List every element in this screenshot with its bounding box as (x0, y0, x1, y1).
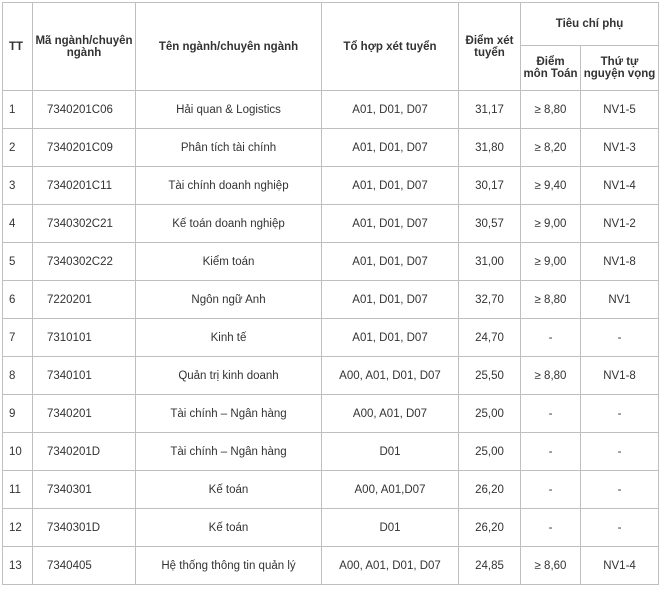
cell-wish-order: NV1-5 (581, 91, 659, 129)
table-row (3, 243, 659, 281)
cell-math-score: ≥ 9,40 (521, 167, 581, 205)
cell-score: 31,00 (459, 243, 521, 281)
header-order: Thứ tự nguyện vọng (581, 46, 659, 91)
cell-wish-order: NV1-8 (581, 357, 659, 395)
cell-score: 24,85 (459, 547, 521, 585)
cell-combo: A00, A01,D07 (322, 471, 459, 509)
table-row (3, 281, 659, 319)
cell-name: Kế toán doanh nghiệp (136, 205, 322, 243)
cell-math-score: ≥ 9,00 (521, 205, 581, 243)
table-row (3, 471, 659, 509)
table-row (3, 205, 659, 243)
table-row (3, 433, 659, 471)
cell-name: Hệ thống thông tin quản lý (136, 547, 322, 585)
cell-math-score: - (521, 471, 581, 509)
table-row (3, 357, 659, 395)
table-row (3, 129, 659, 167)
header-code: Mã ngành/chuyên ngành (33, 3, 136, 91)
cell-score: 30,57 (459, 205, 521, 243)
header-sub-criteria: Tiêu chí phụ (521, 3, 659, 46)
cell-score: 30,17 (459, 167, 521, 205)
cell-combo: A01, D01, D07 (322, 243, 459, 281)
cell-math-score: ≥ 8,80 (521, 281, 581, 319)
cell-name: Tài chính doanh nghiệp (136, 167, 322, 205)
table-row (3, 319, 659, 357)
table-row (3, 167, 659, 205)
cell-tt: 2 (3, 129, 33, 167)
cell-score: 32,70 (459, 281, 521, 319)
cell-name: Kinh tế (136, 319, 322, 357)
cell-wish-order: - (581, 395, 659, 433)
cell-tt: 6 (3, 281, 33, 319)
header-score: Điểm xét tuyển (459, 3, 521, 91)
cell-code: 7340302C22 (33, 243, 136, 281)
cell-math-score: - (521, 509, 581, 547)
cell-combo: A01, D01, D07 (322, 205, 459, 243)
cell-tt: 3 (3, 167, 33, 205)
cell-code: 7340405 (33, 547, 136, 585)
cell-wish-order: - (581, 509, 659, 547)
cell-combo: D01 (322, 509, 459, 547)
cell-score: 25,00 (459, 433, 521, 471)
cell-score: 26,20 (459, 509, 521, 547)
cell-combo: A00, A01, D01, D07 (322, 357, 459, 395)
cell-code: 7340201 (33, 395, 136, 433)
cell-code: 7340201C09 (33, 129, 136, 167)
cell-tt: 4 (3, 205, 33, 243)
cell-name: Tài chính – Ngân hàng (136, 395, 322, 433)
cell-name: Hải quan & Logistics (136, 91, 322, 129)
cell-tt: 9 (3, 395, 33, 433)
cell-combo: A01, D01, D07 (322, 129, 459, 167)
cell-math-score: - (521, 319, 581, 357)
cell-combo: A00, A01, D01, D07 (322, 547, 459, 585)
cell-code: 7220201 (33, 281, 136, 319)
table-row (3, 395, 659, 433)
cell-code: 7340201C06 (33, 91, 136, 129)
table-row (3, 547, 659, 585)
cell-math-score: ≥ 8,60 (521, 547, 581, 585)
cell-math-score: ≥ 8,80 (521, 357, 581, 395)
cell-score: 26,20 (459, 471, 521, 509)
cell-wish-order: NV1-3 (581, 129, 659, 167)
cell-combo: D01 (322, 433, 459, 471)
cell-combo: A01, D01, D07 (322, 319, 459, 357)
cell-name: Kế toán (136, 471, 322, 509)
header-tt: TT (3, 3, 33, 91)
cell-code: 7340101 (33, 357, 136, 395)
table-row (3, 91, 659, 129)
cell-combo: A01, D01, D07 (322, 281, 459, 319)
cell-wish-order: NV1-2 (581, 205, 659, 243)
admission-score-table (2, 2, 659, 585)
cell-wish-order: NV1-4 (581, 167, 659, 205)
cell-score: 25,50 (459, 357, 521, 395)
cell-math-score: - (521, 395, 581, 433)
cell-tt: 7 (3, 319, 33, 357)
header-math: Điểm môn Toán (521, 46, 581, 91)
cell-name: Ngôn ngữ Anh (136, 281, 322, 319)
cell-math-score: ≥ 9,00 (521, 243, 581, 281)
cell-score: 24,70 (459, 319, 521, 357)
cell-code: 7340201D (33, 433, 136, 471)
cell-wish-order: - (581, 433, 659, 471)
cell-math-score: ≥ 8,80 (521, 91, 581, 129)
cell-tt: 11 (3, 471, 33, 509)
cell-combo: A00, A01, D07 (322, 395, 459, 433)
cell-combo: A01, D01, D07 (322, 91, 459, 129)
cell-wish-order: NV1 (581, 281, 659, 319)
cell-score: 31,17 (459, 91, 521, 129)
cell-wish-order: NV1-8 (581, 243, 659, 281)
cell-wish-order: NV1-4 (581, 547, 659, 585)
cell-tt: 12 (3, 509, 33, 547)
cell-math-score: ≥ 8,20 (521, 129, 581, 167)
cell-wish-order: - (581, 471, 659, 509)
cell-name: Kế toán (136, 509, 322, 547)
cell-code: 7340201C11 (33, 167, 136, 205)
cell-code: 7340302C21 (33, 205, 136, 243)
cell-name: Kiểm toán (136, 243, 322, 281)
cell-name: Phân tích tài chính (136, 129, 322, 167)
table-row (3, 509, 659, 547)
cell-tt: 5 (3, 243, 33, 281)
cell-name: Quản trị kinh doanh (136, 357, 322, 395)
header-name: Tên ngành/chuyên ngành (136, 3, 322, 91)
cell-score: 25,00 (459, 395, 521, 433)
header-combo: Tổ hợp xét tuyển (322, 3, 459, 91)
cell-math-score: - (521, 433, 581, 471)
cell-score: 31,80 (459, 129, 521, 167)
header-row (3, 3, 659, 46)
cell-tt: 10 (3, 433, 33, 471)
cell-code: 7340301 (33, 471, 136, 509)
cell-name: Tài chính – Ngân hàng (136, 433, 322, 471)
cell-code: 7340301D (33, 509, 136, 547)
cell-tt: 13 (3, 547, 33, 585)
cell-tt: 1 (3, 91, 33, 129)
cell-tt: 8 (3, 357, 33, 395)
cell-wish-order: - (581, 319, 659, 357)
cell-code: 7310101 (33, 319, 136, 357)
table-body (3, 91, 659, 585)
cell-combo: A01, D01, D07 (322, 167, 459, 205)
